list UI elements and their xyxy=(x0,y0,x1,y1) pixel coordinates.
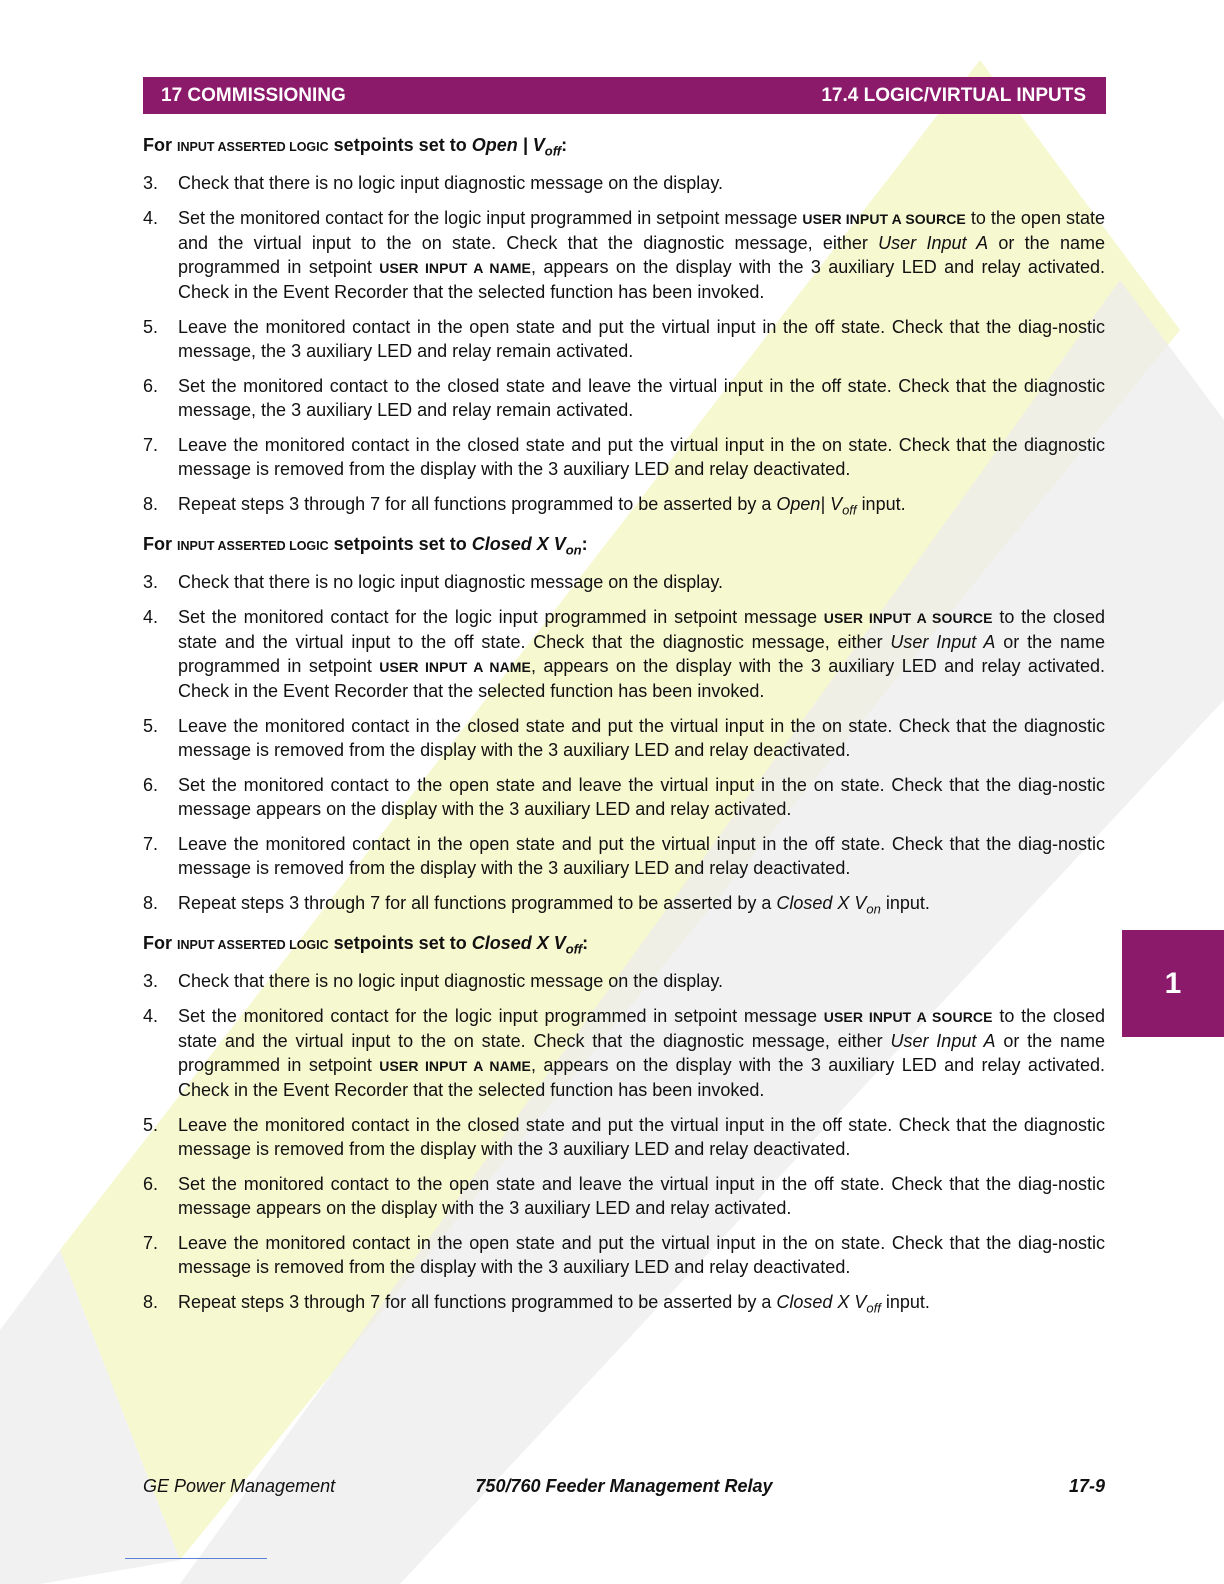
list-item: 3. Check that there is no logic input diagnostic message on the display. xyxy=(143,572,723,592)
list-item: 6. Set the monitored contact to the closed state and leave the virtual input in the off state. Check that the diagnostic message, the 3 auxiliary LED and relay remain activated. xyxy=(143,376,1105,420)
section-heading: For INPUT ASSERTED LOGIC setpoints set to Closed X $V_{off}$: xyxy=(143,933,589,957)
list-item: 4. Set the monitored contact for the logic input programmed in setpoint message USER INPUT A SOURCE to the open state and the virtual input to the on state. Check that the diagnostic message, either User Input A or the name programmed in setpoint USER INPUT A NAME, appears on the display with the 3 auxiliary LED and relay activated. Check in the Event Recorder that the selected function has been invoked. xyxy=(143,208,1105,302)
list-item: 5. Leave the monitored contact in the open state and put the virtual input in the off state. Check that the diag-nostic message, the 3 auxiliary LED and relay remain activated. xyxy=(143,317,1105,361)
page-header-bar xyxy=(143,77,1106,114)
list-item: 8. Repeat steps 3 through 7 for all functions programmed to be asserted by a Closed X $V_{on}$ input. xyxy=(143,893,930,917)
side-tab-label: 1 xyxy=(1164,966,1182,1000)
chapter-title: 17 COMMISSIONING xyxy=(161,84,346,106)
step-list xyxy=(143,570,1105,915)
list-item: 7. Leave the monitored contact in the open state and put the virtual input in the on state. Check that the diag-nostic message is removed from the display with the 3 auxiliary LED and relay deactivated. xyxy=(143,1233,1105,1277)
footer-page-number: 17-9 xyxy=(1068,1476,1105,1496)
list-item: 8. Repeat steps 3 through 7 for all functions programmed to be asserted by a Closed X $V_{off}$ input. xyxy=(143,1292,930,1316)
list-item: 4. Set the monitored contact for the logic input programmed in setpoint message USER INPUT A SOURCE to the closed state and the virtual input to the on state. Check that the diagnostic message, either User Input A or the name programmed in setpoint USER INPUT A NAME, appears on the display with the 3 auxiliary LED and relay activated. Check in the Event Recorder that the selected function has been invoked. xyxy=(143,1006,1105,1100)
step-list xyxy=(143,171,1105,516)
list-item: 7. Leave the monitored contact in the closed state and put the virtual input in the on state. Check that the diagnostic message is removed from the display with the 3 auxiliary LED and relay deactivated. xyxy=(143,435,1105,479)
divider xyxy=(125,1558,267,1559)
section-title: 17.4 LOGIC/VIRTUAL INPUTS xyxy=(821,84,1086,106)
footer-company: GE Power Management xyxy=(143,1476,336,1496)
list-item: 8. Repeat steps 3 through 7 for all functions programmed to be asserted by a Open| $V_{off}$ input. xyxy=(143,494,906,518)
list-item: 3. Check that there is no logic input diagnostic message on the display. xyxy=(143,173,723,193)
section-heading: For INPUT ASSERTED LOGIC setpoints set to Closed X $V_{on}$: xyxy=(143,534,588,558)
chapter-side-tab xyxy=(1122,930,1224,1037)
list-item: 3. Check that there is no logic input diagnostic message on the display. xyxy=(143,971,723,991)
section-heading: For INPUT ASSERTED LOGIC setpoints set to Open | $V_{off}$: xyxy=(143,135,568,159)
footer-product: 750/760 Feeder Management Relay xyxy=(475,1476,773,1496)
step-list xyxy=(143,969,1105,1314)
list-item: 6. Set the monitored contact to the open state and leave the virtual input in the on state. Check that the diag-nostic message appears on the display with the 3 auxiliary LED and relay activated. xyxy=(143,775,1105,819)
list-item: 6. Set the monitored contact to the open state and leave the virtual input in the off state. Check that the diag-nostic message appears on the display with the 3 auxiliary LED and relay activated. xyxy=(143,1174,1105,1218)
list-item: 4. Set the monitored contact for the logic input programmed in setpoint message USER INPUT A SOURCE to the closed state and the virtual input to the off state. Check that the diagnostic message, either User Input A or the name programmed in setpoint USER INPUT A NAME, appears on the display with the 3 auxiliary LED and relay activated. Check in the Event Recorder that the selected function has been invoked. xyxy=(143,607,1105,701)
list-item: 5. Leave the monitored contact in the closed state and put the virtual input in the on state. Check that the diagnostic message is removed from the display with the 3 auxiliary LED and relay deactivated. xyxy=(143,716,1105,760)
list-item: 5. Leave the monitored contact in the closed state and put the virtual input in the off state. Check that the diagnostic message is removed from the display with the 3 auxiliary LED and relay deactivated. xyxy=(143,1115,1105,1159)
list-item: 7. Leave the monitored contact in the open state and put the virtual input in the off state. Check that the diag-nostic message is removed from the display with the 3 auxiliary LED and relay deactivated. xyxy=(143,834,1105,878)
page-content xyxy=(143,133,1105,1330)
